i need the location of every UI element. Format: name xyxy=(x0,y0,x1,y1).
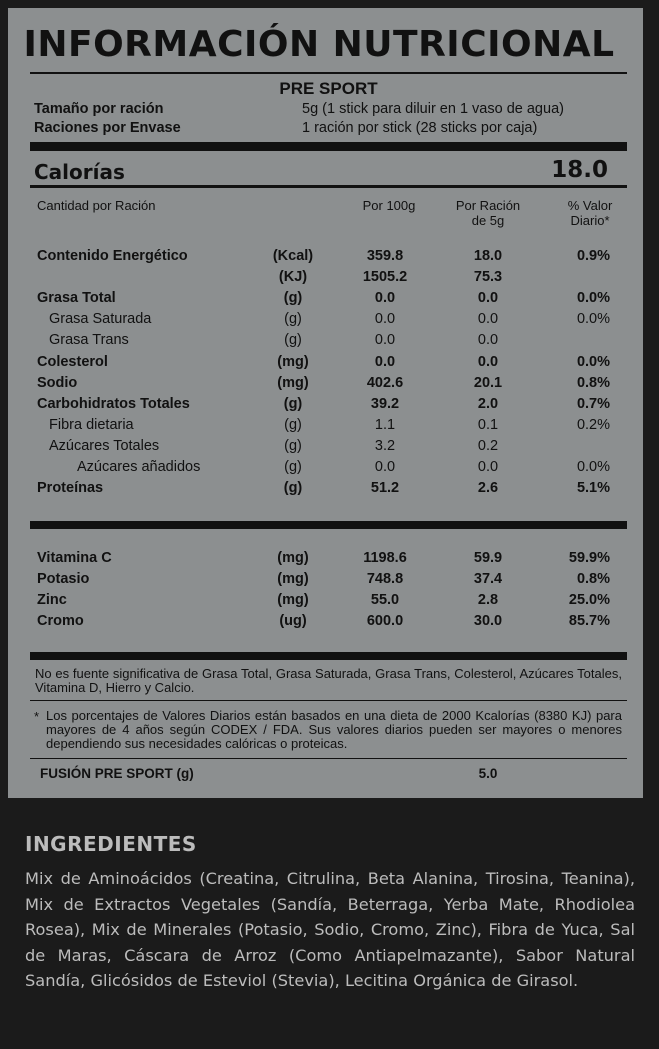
servings-label: Raciones por Envase xyxy=(34,120,181,136)
nutrient-name: Grasa Trans xyxy=(49,332,129,349)
nutrient-per100: 3.2 xyxy=(374,437,396,454)
notes-divider-thick xyxy=(30,652,627,660)
nutrient-daily-value: 0.8% xyxy=(576,374,610,391)
nutrient-daily-value: 85.7% xyxy=(568,613,610,630)
table-row xyxy=(0,459,659,479)
nutrient-name: Grasa Total xyxy=(37,290,116,307)
nutrient-per-serving: 18.0 xyxy=(473,248,503,264)
table-row xyxy=(0,290,659,310)
nutrient-per100: 402.6 xyxy=(366,374,404,391)
header-per100: Por 100g xyxy=(362,198,416,213)
nutrient-per100: 39.2 xyxy=(370,395,400,412)
nutrient-per100: 0.0 xyxy=(374,353,396,370)
nutrient-per100: 600.0 xyxy=(366,613,404,630)
nutrient-unit: (g) xyxy=(284,459,302,475)
table-row xyxy=(0,354,659,374)
nutrient-daily-value: 0.2% xyxy=(576,416,610,433)
serving-size-label: Tamaño por ración xyxy=(34,101,164,117)
table-row xyxy=(0,480,659,500)
nutrient-name: Cromo xyxy=(37,613,84,630)
nutrient-unit: (g) xyxy=(284,416,302,433)
nutrient-per100: 359.8 xyxy=(366,248,404,264)
fusion-value: 5.0 xyxy=(478,766,498,781)
calories-label: Calorías xyxy=(34,160,125,184)
nutrient-per-serving: 75.3 xyxy=(473,269,503,286)
nutrient-unit: (g) xyxy=(283,395,303,412)
nutrient-per-serving: 2.6 xyxy=(477,480,499,497)
ingredients-text: Mix de Aminoácidos (Creatina, Citrulina, Beta Alanina, Tirosina, Teanina), Mix de Extractos Vegetales (Sandía, Beterraga, Yerba Mate, Rhodiolea Rosea), Mix de Minerales (Potasio, Sodio, Cromo, Zinc), Fibra de Yuca, Sal de Maras, Cáscara de Arroz (Como Antiapelmazante), Sabor Natural Sandía, Glicósidos de Esteviol (Stevia), Lecitina Orgánica de Girasol. xyxy=(25,869,635,990)
nutrient-daily-value: 25.0% xyxy=(568,592,610,609)
nutrient-unit: (mg) xyxy=(277,592,309,609)
nutrient-per100: 1198.6 xyxy=(363,550,407,566)
nutrient-name: Zinc xyxy=(37,592,67,609)
nutrient-per-serving: 37.4 xyxy=(473,571,503,588)
nutrient-daily-value: 0.7% xyxy=(576,395,610,412)
table-row xyxy=(0,311,659,331)
table-row xyxy=(0,438,659,458)
table-row xyxy=(0,550,659,570)
nutrient-daily-value: 0.0% xyxy=(576,311,610,328)
nutrient-daily-value: 0.0% xyxy=(576,290,610,307)
nutrient-name: Grasa Saturada xyxy=(49,311,152,328)
nutrient-name: Contenido Energético xyxy=(37,248,188,264)
nutrient-per-serving: 2.0 xyxy=(477,395,499,412)
nutrient-daily-value: 0.9% xyxy=(576,248,610,264)
nutrient-daily-value: 0.8% xyxy=(576,571,610,588)
nutrient-per-serving: 0.1 xyxy=(477,416,499,433)
table-row xyxy=(0,396,659,416)
servings-value: 1 ración por stick (28 sticks por caja) xyxy=(302,120,538,136)
nutrient-per100: 55.0 xyxy=(370,592,400,609)
nutrient-name: Azúcares añadidos xyxy=(77,459,201,475)
nutrient-unit: (Kcal) xyxy=(272,248,314,264)
nutrition-note: No es fuente significativa de Grasa Total, Grasa Saturada, Grasa Trans, Colesterol, Azúcares Totales, Vitamina D, Hierro y Calcio. xyxy=(35,666,622,695)
nutrient-unit: (mg) xyxy=(277,571,309,588)
nutrient-daily-value: 0.0% xyxy=(576,459,610,475)
nutrient-unit: (g) xyxy=(284,332,302,349)
nutrient-unit: (mg) xyxy=(277,550,309,566)
nutrient-per100: 0.0 xyxy=(374,459,396,475)
nutrient-name: Carbohidratos Totales xyxy=(37,395,190,412)
table-row xyxy=(0,613,659,633)
ingredients-title: INGREDIENTES xyxy=(25,832,197,856)
nutrient-name: Azúcares Totales xyxy=(49,437,160,454)
table-row xyxy=(0,248,659,268)
nutrient-per-serving: 0.0 xyxy=(477,459,499,475)
product-name: PRE SPORT xyxy=(279,79,378,98)
nutrient-per-serving: 0.2 xyxy=(477,437,499,454)
nutrient-per-serving: 2.8 xyxy=(477,592,499,609)
nutrient-per-serving: 0.0 xyxy=(477,290,499,307)
header-dv-2: Diario* xyxy=(570,213,610,228)
nutrient-unit: (KJ) xyxy=(278,269,308,286)
nutrient-daily-value: 59.9% xyxy=(568,550,610,566)
nutrient-per100: 51.2 xyxy=(370,480,400,497)
nutrient-per100: 748.8 xyxy=(366,571,404,588)
table-row xyxy=(0,332,659,352)
calories-divider-thick xyxy=(30,142,627,151)
table-row xyxy=(0,571,659,591)
nutrient-name: Sodio xyxy=(37,374,78,391)
table-row xyxy=(0,375,659,395)
calories-value: 18.0 xyxy=(551,157,608,183)
minerals-divider-thick xyxy=(30,521,627,529)
header-per-serving-2: de 5g xyxy=(471,213,505,228)
nutrient-per-serving: 0.0 xyxy=(477,311,499,328)
nutrient-unit: (mg) xyxy=(277,374,309,391)
nutrient-per100: 1.1 xyxy=(374,416,396,433)
header-per-serving-1: Por Ración xyxy=(455,198,521,213)
nutrient-unit: (g) xyxy=(283,480,303,497)
nutrient-unit: (g) xyxy=(284,311,302,328)
nutrient-per100: 0.0 xyxy=(374,332,396,349)
title-divider xyxy=(30,72,627,74)
serving-size-value: 5g (1 stick para diluir en 1 vaso de agua) xyxy=(302,101,564,117)
table-row xyxy=(0,417,659,437)
nutrient-per-serving: 20.1 xyxy=(473,374,503,391)
calories-divider xyxy=(30,185,627,188)
nutrient-per-serving: 0.0 xyxy=(477,353,499,370)
header-dv-1: % Valor xyxy=(567,198,613,213)
nutrient-per100: 0.0 xyxy=(374,311,396,328)
nutrient-daily-value: 0.0% xyxy=(576,353,610,370)
nutrient-unit: (ug) xyxy=(279,613,307,630)
nutrient-per100: 1505.2 xyxy=(362,269,408,286)
fusion-divider xyxy=(30,758,627,759)
table-row xyxy=(0,592,659,612)
nutrient-per-serving: 0.0 xyxy=(477,332,499,349)
table-row xyxy=(0,269,659,289)
note-divider xyxy=(30,700,627,701)
label-title: INFORMACIÓN NUTRICIONAL xyxy=(23,24,615,65)
nutrient-per-serving: 59.9 xyxy=(473,550,503,566)
nutrient-name: Proteínas xyxy=(37,480,104,497)
nutrient-daily-value: 5.1% xyxy=(576,480,610,497)
nutrient-name: Vitamina C xyxy=(37,550,112,566)
nutrient-unit: (mg) xyxy=(277,353,309,370)
footnote-star: * xyxy=(34,709,40,724)
header-amount: Cantidad por Ración xyxy=(37,198,156,213)
nutrient-per-serving: 30.0 xyxy=(473,613,503,630)
nutrient-name: Fibra dietaria xyxy=(49,416,134,433)
daily-value-footnote: Los porcentajes de Valores Diarios están basados en una dieta de 2000 Kcalorías (8380 KJ) para mayores de 4 años según CODEX / FDA. Sus valores diarios pueden ser mayores o menores dependiendo sus necesidades calóricas o proteicas. xyxy=(46,708,622,751)
nutrient-unit: (g) xyxy=(284,437,302,454)
nutrient-name: Colesterol xyxy=(37,353,108,370)
nutrient-per100: 0.0 xyxy=(374,290,396,307)
nutrient-name: Potasio xyxy=(37,571,90,588)
fusion-label: FUSIÓN PRE SPORT (g) xyxy=(40,766,194,781)
nutrient-unit: (g) xyxy=(283,290,303,307)
